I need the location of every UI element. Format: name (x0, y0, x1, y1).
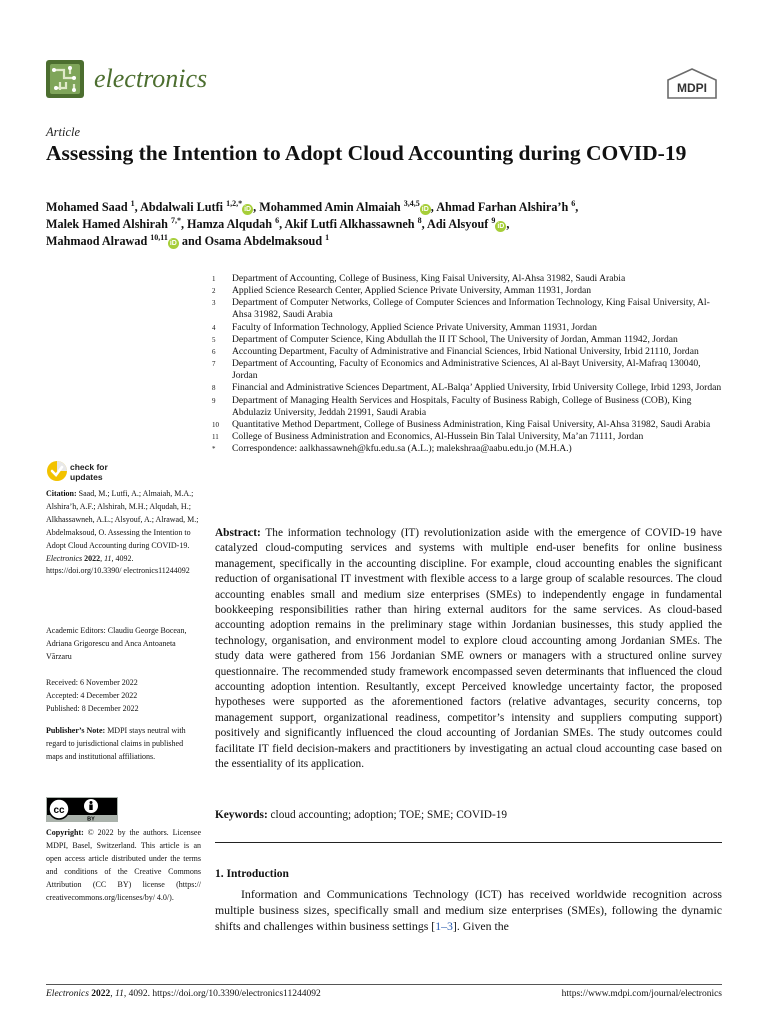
affiliation-item (208, 297, 728, 321)
publisher-note (46, 725, 201, 764)
author-name: Mohammed Amin Almaiah (259, 200, 404, 214)
citation-year: 2022 (84, 553, 101, 563)
date-accepted: Accepted: 4 December 2022 (46, 690, 138, 700)
affiliation-number: 10 (212, 420, 219, 429)
footer-doi[interactable]: , 4092. https://doi.org/10.3390/electronics11244092 (123, 989, 321, 999)
author-separator: , (180, 217, 188, 231)
affiliation-text: Financial and Administrative Sciences Department, AL-Balqa’ Applied University, Irbid University College, Irbid 1293, Jordan (232, 382, 722, 394)
date-published: Published: 8 December 2022 (46, 703, 139, 713)
affiliation-text: Quantitative Method Department, College of Business Administration, King Faisal University, Al-Ahsa 31982, Saudi Arabia (232, 418, 711, 430)
affiliation-number: 4 (212, 323, 216, 332)
check-updates-icon (46, 460, 68, 482)
orcid-icon[interactable]: iD (244, 206, 252, 213)
affiliation-text: Department of Accounting, Faculty of Economics and Administrative Sciences, Al al-Bayt University, Al-Mafraq 130040, Jordan (232, 358, 701, 382)
affiliation-number: * (212, 445, 216, 454)
cc-by-label: BY (87, 816, 95, 822)
journal-logo-icon (46, 60, 84, 98)
abstract-label: Abstract: (215, 527, 261, 539)
author-affiliation-sup: 1 (325, 232, 330, 242)
affiliation-number: 5 (212, 335, 216, 344)
affiliation-list (208, 273, 728, 455)
author-separator: and (178, 234, 205, 248)
author-separator: , (253, 200, 260, 214)
section-heading-introduction: 1. Introduction (215, 868, 289, 880)
footer-journal: Electronics (46, 989, 89, 999)
footer-volume: 11 (115, 989, 124, 999)
academic-editors: Academic Editors: Claudiu George Bocean, Adriana Grigorescu and Anca Antoaneta Vărzaru (46, 626, 187, 661)
author-name: Abdalwali Lutfi (140, 200, 227, 214)
affiliation-item (208, 358, 728, 382)
affiliation-text: Department of Accounting, College of Business, King Faisal University, Al-Ahsa 31982, Saudi Arabia (232, 273, 626, 284)
author-affiliation-sup: 9 (491, 215, 496, 225)
affiliation-item (208, 346, 728, 358)
introduction-paragraph (215, 886, 722, 935)
author-separator: , (279, 217, 285, 231)
author-affiliation-sup: 6 (275, 215, 280, 225)
intro-text-after: ]. Given the (452, 919, 509, 934)
footer-rule (46, 984, 722, 985)
author-affiliation-sup: 1 (130, 198, 135, 208)
affiliation-text: Department of Managing Health Services and Hospitals, Faculty of Business Rabigh, College of Business (COB), King Abdulaziz University, Jeddah 21991, Saudi Arabia (232, 394, 692, 418)
check-updates-label-2: updates (70, 472, 103, 482)
citation-volume: 11 (104, 553, 112, 563)
affiliation-item (208, 322, 728, 334)
affiliation-text: Department of Computer Science, King Abdullah the II IT School, The University of Jordan, Amman 11942, Jordan (232, 333, 678, 345)
author-name: Mohamed Saad (46, 200, 131, 214)
citation-doi[interactable]: , 4092. https://doi.org/10.3390/ electronics11244092 (46, 553, 190, 576)
affiliation-number: 9 (212, 396, 216, 405)
author-name: Hamza Alqudah (187, 217, 276, 231)
affiliation-item (208, 443, 728, 455)
orcid-icon[interactable]: iD (497, 223, 505, 230)
copyright-text: © 2022 by the authors. Licensee MDPI, Basel, Switzerland. This article is an open access article distributed under the terms and conditions of the Creative Commons Attribution (CC BY) license (https:// creativecommons.org/licenses/by/ 4.0/). (46, 828, 202, 902)
author-name: Mahmaod Alrawad (46, 234, 151, 248)
article-title: Assessing the Intention to Adopt Cloud Accounting during COVID-19 (46, 141, 687, 165)
affiliation-text: Applied Science Research Center, Applied Science Private University, Amman 11931, Jordan (232, 285, 592, 297)
cc-by-license-icon[interactable] (46, 797, 118, 822)
footer-journal-url[interactable]: https://www.mdpi.com/journal/electronics (561, 989, 722, 999)
affiliation-text: Correspondence: aalkhassawneh@kfu.edu.sa (A.L.); malekshraa@aabu.edu.jo (M.H.A.) (232, 443, 572, 455)
orcid-icon[interactable]: iD (421, 206, 429, 213)
footer-year: 2022 (91, 989, 111, 999)
author-separator: , (134, 200, 141, 214)
citation-link[interactable]: 1–3 (435, 919, 453, 934)
author-affiliation-sup: 7,* (170, 215, 181, 225)
author-line-3 (46, 233, 726, 250)
affiliation-item (208, 334, 728, 346)
author-line-2 (46, 216, 726, 233)
affiliation-text: Accounting Department, Faculty of Administrative and Financial Sciences, Irbid National University, Irbid 21110, Jordan (232, 345, 699, 357)
author-list (46, 199, 726, 250)
abstract-text: The information technology (IT) revolutionization aside with the emergence of COVID-19 have catalyzed cloud-computing services and systems with multiple end-user benefits for online business management, specifically in the accounting discipline. For example, cloud accounting enables the significant reduction of organisational IT investment with flexible access to a large group of scalable resources. The cloud accounting enables small and medium size enterprises (SMEs) to independently engage in fundamental bookkeeping responsibilities rather than hiring external auditors for the same services. As cloud-based accounting adoption remains in the preliminary stage within Jordanian businesses, this study applied the technology, organisation, and environment model to explore cloud accounting among Jordanian SMEs. The study data were gathered from 156 Jordanian SME owners or managers with a structured online survey questionnaire. The recommended study framework encompassed seven determinants that influenced the cloud accounting adoption intention. Resultantly, except Perceived knowledge uncertainty factor, the proposed hypotheses were supported as the aforementioned factors (relative advantages, security concerns, top management support, organizational readiness, competitor’s intensity and suppliers computing support) positively and significantly influenced the cloud accounting of Jordanian SMEs. The study outcomes could facilitate IT field decision-makers and practitioners by investigating an actual cloud accounting case based on the essentiality of its application. (215, 527, 722, 771)
author-separator: , (421, 217, 428, 231)
affiliation-number: 2 (212, 287, 216, 296)
publisher-note-label: Publisher’s Note: (46, 726, 106, 735)
affiliation-number: 8 (212, 384, 216, 393)
keywords (215, 808, 722, 823)
affiliation-text: Faculty of Information Technology, Applied Science Private University, Amman 11931, Jordan (232, 321, 597, 333)
affiliation-number: 1 (212, 275, 216, 283)
author-name: Akif Lutfi Alkhassawneh (284, 217, 418, 231)
affiliation-number: 7 (212, 360, 216, 369)
author-line-1 (46, 199, 726, 216)
check-updates-label-1: check for (70, 462, 108, 472)
cc-label: cc (53, 805, 65, 816)
affiliation-text: College of Business Administration and Economics, Al-Hussein Bin Talal University, Ma’an 71111, Jordan (232, 431, 644, 443)
author-separator: , (430, 200, 437, 214)
affiliation-item (208, 395, 728, 419)
check-for-updates-button[interactable] (46, 460, 136, 486)
affiliation-number: 3 (212, 299, 216, 308)
copyright-label: Copyright: (46, 828, 84, 837)
affiliation-text: Department of Computer Networks, College of Computer Sciences and Information Technology, King Faisal University, Al-Ahsa 31982, Saudi Arabia (232, 297, 710, 321)
abstract (215, 526, 722, 773)
author-separator: , (506, 217, 510, 231)
author-affiliation-sup: 1,2,* (226, 198, 243, 208)
author-affiliation-sup: 3,4,5 (403, 198, 420, 208)
affiliation-item (208, 273, 728, 285)
publication-dates (46, 677, 201, 716)
affiliation-item (208, 382, 728, 394)
author-separator: , (575, 200, 579, 214)
affiliation-number: 6 (212, 347, 216, 356)
citation-text: Saad, M.; Lutfi, A.; Almaiah, M.A.; Alshira’h, A.F.; Alshirah, M.H.; Alqudah, H.; Alkhassawneh, A.L.; Alsyouf, A.; Alrawad, M.; Abdelmaksoud, O. Assessing the Intention to Adopt Cloud Accounting during COVID-19. (46, 489, 199, 550)
affiliation-item (208, 285, 728, 297)
intro-text-before: Information and Communications Technology (ICT) has received worldwide recognition across multiple business sizes, specifically small and medium size enterprises (SMEs), following the dynamic shifts and challenges within business settings [ (215, 887, 722, 934)
author-name: Adi Alsyouf (427, 217, 492, 231)
mdpi-logo-icon (666, 68, 718, 100)
mdpi-logo-text: MDPI (677, 81, 707, 95)
author-affiliation-sup: 8 (417, 215, 422, 225)
affiliation-number: 11 (212, 433, 219, 442)
keywords-label: Keywords: (215, 809, 268, 821)
author-affiliation-sup: 6 (571, 198, 576, 208)
citation-label: Citation: (46, 489, 77, 498)
date-received: Received: 6 November 2022 (46, 678, 138, 687)
citation-block: Citation: Saad, M.; Lutfi, A.; Almaiah, M.A.; Alshira’h, A.F.; Alshirah, M.H.; Alqudah, H.; Alkhassawneh, A.L.; Alsyouf, A.; Alrawad, M.; Abdelmaksoud, O. Assessing the Intention to Adopt Cloud Accounting during COVID-19. Electronics 2022, 11, 4092. https://doi.org/10.3390/ electronics11244092 (46, 489, 199, 576)
affiliation-item (208, 431, 728, 443)
article-type: Article (46, 125, 81, 139)
orcid-icon[interactable]: iD (169, 240, 177, 247)
author-affiliation-sup: 10,11 (150, 232, 168, 242)
author-name: Osama Abdelmaksoud (204, 234, 326, 248)
keywords-text: cloud accounting; adoption; TOE; SME; COVID-19 (270, 809, 508, 821)
publisher-note-text: MDPI stays neutral with regard to jurisdictional claims in published maps and institutional affiliations. (46, 726, 186, 761)
section-divider (215, 842, 722, 843)
journal-name: electronics (94, 64, 208, 93)
footer-citation: Electronics 2022, 11, 4092. https://doi.org/10.3390/electronics11244092 (46, 989, 321, 999)
copyright-block (46, 827, 201, 904)
citation-journal: Electronics (46, 553, 83, 563)
affiliation-item (208, 419, 728, 431)
author-name: Ahmad Farhan Alshira’h (436, 200, 572, 214)
author-name: Malek Hamed Alshirah (46, 217, 171, 231)
